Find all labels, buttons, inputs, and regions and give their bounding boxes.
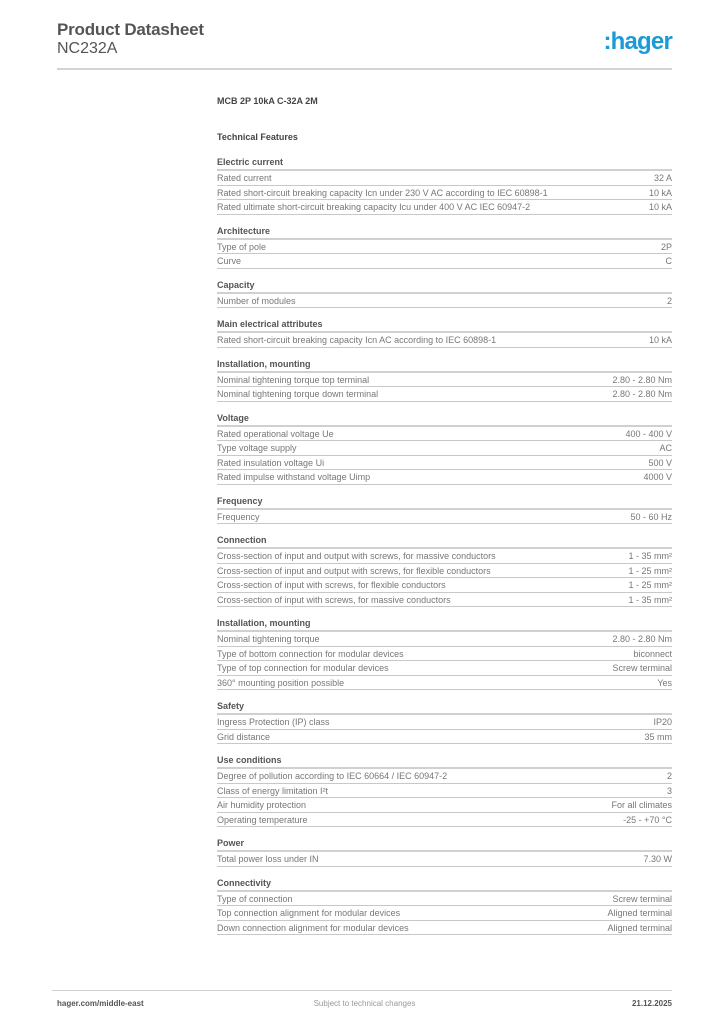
attribute-label: Nominal tightening torque [217, 634, 320, 644]
attribute-label: Type of pole [217, 241, 267, 252]
feature-section [217, 700, 672, 744]
table-row [217, 593, 672, 608]
attribute-value: Yes [657, 677, 672, 688]
section-title: Installation, mounting [217, 358, 672, 373]
table-row [217, 730, 672, 745]
attribute-label: Rated ultimate short-circuit breaking capacity Icu under 400 V AC IEC 60947-2 [217, 202, 531, 212]
table-row [217, 441, 672, 456]
section-title: Capacity [217, 279, 672, 294]
table-row [217, 254, 672, 269]
attribute-value: 4000 V [643, 472, 672, 482]
attribute-label: Type voltage supply [217, 443, 297, 453]
attribute-value: 400 - 400 V [625, 428, 672, 439]
footer-website-link[interactable]: hager.com/middle-east [57, 999, 144, 1008]
table-row [217, 813, 672, 828]
attribute-value: 1 - 35 mm² [628, 594, 672, 605]
footer-divider [52, 990, 672, 991]
section-title: Installation, mounting [217, 617, 672, 632]
footer-date: 21.12.2025 [631, 999, 672, 1008]
attribute-label: Down connection alignment for modular devices [217, 922, 409, 933]
page-footer [57, 999, 672, 1011]
attribute-label: Cross-section of input and output with screws, for massive conductors [217, 551, 496, 561]
table-row [217, 373, 672, 388]
table-row [217, 769, 672, 784]
attribute-label: Type of connection [217, 893, 293, 904]
attribute-label: Top connection alignment for modular devices [217, 908, 401, 918]
attribute-value: 10 kA [648, 202, 672, 212]
product-code: NC232A [57, 40, 118, 57]
table-row [217, 676, 672, 691]
product-name: MCB 2P 10kA C-32A 2M [217, 96, 318, 106]
table-row [217, 240, 672, 255]
feature-section [217, 412, 672, 485]
table-row [217, 578, 672, 593]
attribute-value: 1 - 25 mm² [628, 565, 672, 576]
attribute-value: IP20 [653, 717, 672, 727]
table-row [217, 200, 672, 215]
table-row [217, 632, 672, 647]
table-row [217, 549, 672, 564]
attribute-value: AC [659, 443, 672, 453]
table-row [217, 456, 672, 471]
feature-section [217, 156, 672, 215]
attribute-label: Cross-section of input with screws, for flexible conductors [217, 580, 446, 590]
attribute-value: -25 - +70 °C [623, 814, 672, 825]
attribute-value: 7.30 W [643, 854, 672, 864]
attribute-label: Cross-section of input with screws, for massive conductors [217, 594, 451, 605]
attribute-label: Class of energy limitation I²t [217, 785, 329, 796]
attribute-value: Aligned terminal [607, 908, 672, 918]
table-row [217, 564, 672, 579]
table-row [217, 470, 672, 485]
technical-features-heading: Technical Features [217, 132, 298, 142]
attribute-value: For all climates [611, 800, 672, 810]
feature-section [217, 754, 672, 827]
attribute-value: 3 [666, 785, 672, 796]
attribute-value: Aligned terminal [607, 922, 672, 933]
table-row [217, 892, 672, 907]
feature-section [217, 225, 672, 269]
attribute-value: biconnect [633, 648, 672, 659]
attribute-label: Nominal tightening torque down terminal [217, 389, 379, 399]
table-row [217, 510, 672, 525]
table-row [217, 186, 672, 201]
attribute-value: 10 kA [648, 335, 672, 345]
attribute-label: Type of bottom connection for modular devices [217, 648, 404, 659]
document-title: Product Datasheet [57, 20, 204, 39]
attribute-label: Degree of pollution according to IEC 60664 / IEC 60947-2 [217, 771, 448, 781]
section-title: Safety [217, 700, 672, 715]
attribute-label: Ingress Protection (IP) class [217, 717, 330, 727]
feature-section [217, 877, 672, 936]
attribute-value: 500 V [648, 457, 672, 468]
attribute-label: 360° mounting position possible [217, 677, 345, 688]
attribute-label: Nominal tightening torque top terminal [217, 374, 370, 385]
attribute-label: Frequency [217, 511, 260, 522]
section-title: Main electrical attributes [217, 318, 672, 333]
attribute-value: 2.80 - 2.80 Nm [612, 374, 672, 385]
attribute-label: Rated short-circuit breaking capacity Icn AC according to IEC 60898-1 [217, 335, 497, 345]
section-title: Connectivity [217, 877, 672, 892]
attribute-value: 10 kA [648, 187, 672, 198]
feature-section [217, 358, 672, 402]
attribute-label: Rated impulse withstand voltage Uimp [217, 472, 371, 482]
table-row [217, 647, 672, 662]
attribute-label: Operating temperature [217, 814, 308, 825]
feature-sections [217, 156, 672, 935]
footer-disclaimer: Subject to technical changes [313, 999, 416, 1008]
table-row [217, 294, 672, 309]
attribute-label: Curve [217, 256, 242, 266]
table-row [217, 715, 672, 730]
table-row [217, 906, 672, 921]
table-row [217, 661, 672, 676]
table-row [217, 427, 672, 442]
section-title: Connection [217, 534, 672, 549]
attribute-value: C [665, 256, 672, 266]
attribute-value: 2 [666, 771, 672, 781]
attribute-value: Screw terminal [612, 893, 672, 904]
feature-section [217, 318, 672, 348]
datasheet-content [217, 94, 672, 935]
attribute-value: 2P [660, 241, 672, 252]
section-title: Use conditions [217, 754, 672, 769]
attribute-label: Cross-section of input and output with screws, for flexible conductors [217, 565, 491, 576]
attribute-label: Rated insulation voltage Ui [217, 457, 325, 468]
feature-section [217, 279, 672, 309]
attribute-value: 2 [666, 295, 672, 306]
feature-section [217, 617, 672, 690]
table-row [217, 852, 672, 867]
table-row [217, 921, 672, 936]
table-row [217, 171, 672, 186]
attribute-value: 2.80 - 2.80 Nm [612, 389, 672, 399]
attribute-value: 35 mm [644, 731, 672, 742]
section-title: Architecture [217, 225, 672, 240]
attribute-label: Rated operational voltage Ue [217, 428, 334, 439]
section-title: Frequency [217, 495, 672, 510]
feature-section [217, 534, 672, 607]
attribute-label: Rated short-circuit breaking capacity Icn under 230 V AC according to IEC 60898-1 [217, 187, 548, 198]
attribute-label: Rated current [217, 173, 272, 183]
feature-section [217, 495, 672, 525]
header-divider [57, 68, 672, 70]
section-title: Electric current [217, 156, 672, 171]
hager-logo: :hager [603, 28, 672, 55]
table-row [217, 798, 672, 813]
table-row [217, 784, 672, 799]
section-title: Voltage [217, 412, 672, 427]
feature-section [217, 837, 672, 867]
attribute-label: Total power loss under IN [217, 854, 319, 864]
attribute-label: Number of modules [217, 295, 296, 306]
attribute-value: 50 - 60 Hz [630, 511, 672, 522]
page-header [57, 20, 672, 58]
attribute-value: 2.80 - 2.80 Nm [612, 634, 672, 644]
section-title: Power [217, 837, 672, 852]
attribute-value: 32 A [653, 173, 672, 183]
table-row [217, 387, 672, 402]
attribute-label: Air humidity protection [217, 800, 307, 810]
attribute-value: 1 - 35 mm² [628, 551, 672, 561]
table-row [217, 333, 672, 348]
attribute-label: Grid distance [217, 731, 271, 742]
attribute-value: Screw terminal [612, 663, 672, 673]
attribute-label: Type of top connection for modular devices [217, 663, 389, 673]
attribute-value: 1 - 25 mm² [628, 580, 672, 590]
